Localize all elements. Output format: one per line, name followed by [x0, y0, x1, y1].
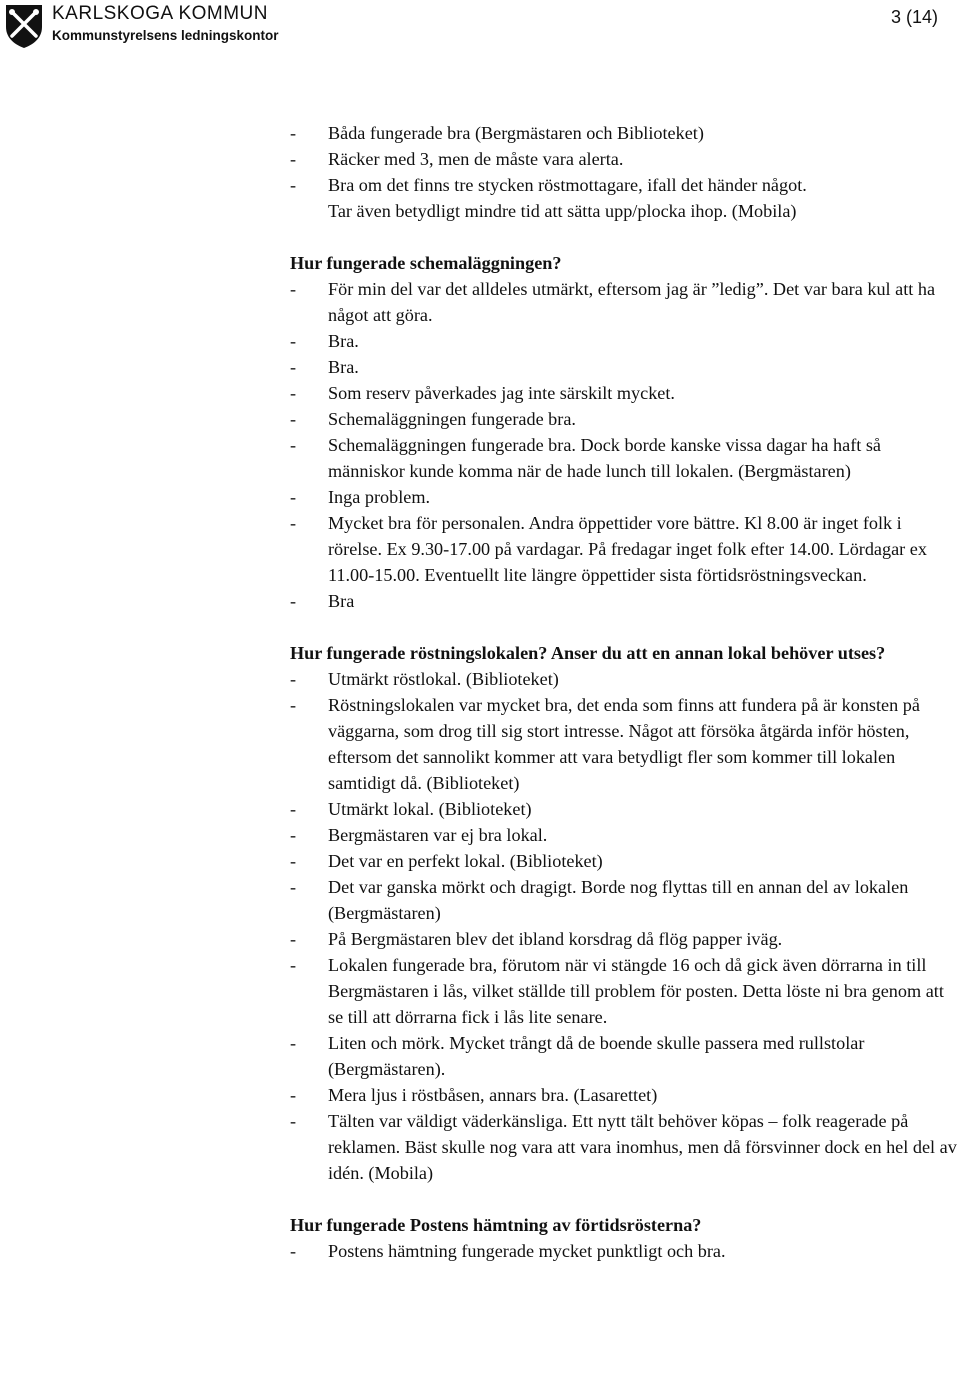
page-number: 3 (14) — [890, 7, 938, 27]
list-item-text: Som reserv påverkades jag inte särskilt mycket. — [328, 383, 675, 403]
list-item-text: Mycket bra för personalen. Andra öppettider vore bättre. Kl 8.00 är inget folk i rörelse. Ex 9.30-17.00 på vardagar. På fredagar inget folk efter 14.00. Lördagar ex 11.00-15.00. Eventuellt lite längre öppettider sista förtidsröstningsveckan. — [328, 513, 927, 585]
list-item — [290, 952, 960, 1030]
bullet-dash: - — [290, 877, 297, 897]
list-item — [290, 276, 960, 328]
section-heading: Hur fungerade Postens hämtning av förtidsrösterna? — [290, 1215, 702, 1235]
list-item — [290, 926, 960, 952]
list-item-text: Bergmästaren var ej bra lokal. — [328, 825, 548, 845]
list-item-text: Utmärkt lokal. (Biblioteket) — [328, 799, 532, 819]
list-item-text: Liten och mörk. Mycket trångt då de boende skulle passera med rullstolar (Bergmästaren). — [328, 1033, 865, 1079]
list-item — [290, 484, 960, 510]
list-item — [290, 874, 960, 926]
list-item — [290, 120, 960, 146]
bullet-dash: - — [290, 955, 297, 975]
bullet-dash: - — [290, 487, 297, 507]
bullet-dash: - — [290, 435, 297, 455]
list-item — [290, 328, 960, 354]
section — [290, 250, 960, 614]
list-item-text: Bra — [328, 591, 355, 611]
section-heading: Hur fungerade schemaläggningen? — [290, 253, 562, 273]
bullet-dash: - — [290, 669, 297, 689]
document-body — [290, 120, 960, 1264]
list-item — [290, 172, 960, 198]
bullet-dash: - — [290, 331, 297, 351]
list-item — [290, 146, 960, 172]
section-heading: Hur fungerade röstningslokalen? Anser du att en annan lokal behöver utses? — [290, 643, 886, 663]
list-item — [290, 1238, 960, 1264]
list-item-text: Tälten var väldigt väderkänsliga. Ett nytt tält behöver köpas – folk reagerade på reklamen. Bäst skulle nog vara att vara inomhus, men då försvinner dock en hel del av idén. (Mobila) — [328, 1111, 957, 1183]
bullet-dash: - — [290, 409, 297, 429]
coat-of-arms-logo — [4, 3, 44, 49]
list-item-text: Utmärkt röstlokal. (Biblioteket) — [328, 669, 559, 689]
bullet-dash: - — [290, 591, 297, 611]
list-item — [290, 432, 960, 484]
bullet-dash: - — [290, 357, 297, 377]
list-item-text: Inga problem. — [328, 487, 431, 507]
section — [290, 120, 960, 224]
list-item — [290, 1030, 960, 1082]
section — [290, 640, 960, 1186]
list-item-text: Röstningslokalen var mycket bra, det enda som finns att fundera på är konsten på väggarna, som drog till sig stort intresse. Något att försöka åtgärda inför hösten, eftersom det sannolikt kommer att vara betydligt fler som kommer till lokalen samtidigt då. (Biblioteket) — [328, 695, 920, 793]
list-item — [290, 666, 960, 692]
list-item — [290, 588, 960, 614]
list-item — [290, 380, 960, 406]
list-item-text: Det var en perfekt lokal. (Biblioteket) — [328, 851, 603, 871]
bullet-dash: - — [290, 279, 297, 299]
bullet-dash: - — [290, 513, 297, 533]
list-item-text: Båda fungerade bra (Bergmästaren och Biblioteket) — [328, 123, 704, 143]
list-item-text: Lokalen fungerade bra, förutom när vi stängde 16 och då gick även dörrarna in till Bergmästaren i lås, vilket ställde till problem för posten. Detta löste ni bra genom att se till att dörrarna fick i lås lite senare. — [328, 955, 944, 1027]
list-item-text: På Bergmästaren blev det ibland korsdrag då flög papper iväg. — [328, 929, 783, 949]
list-item-text: Mera ljus i röstbåsen, annars bra. (Lasarettet) — [328, 1085, 658, 1105]
list-item — [290, 692, 960, 796]
list-item-text: Schemaläggningen fungerade bra. Dock borde kanske vissa dagar ha haft så människor kunde komma när de hade lunch till lokalen. (Bergmästaren) — [328, 435, 881, 481]
bullet-dash: - — [290, 1033, 297, 1053]
bullet-dash: - — [290, 825, 297, 845]
list-item-continuation: Tar även betydligt mindre tid att sätta upp/plocka ihop. (Mobila) — [328, 201, 797, 221]
list-item — [290, 1082, 960, 1108]
bullet-dash: - — [290, 1085, 297, 1105]
bullet-dash: - — [290, 929, 297, 949]
list-item — [290, 796, 960, 822]
bullet-dash: - — [290, 123, 297, 143]
bullet-dash: - — [290, 175, 297, 195]
bullet-dash: - — [290, 383, 297, 403]
list-item — [290, 848, 960, 874]
list-item-text: För min del var det alldeles utmärkt, eftersom jag är ”ledig”. Det var bara kul att ha något att göra. — [328, 279, 936, 325]
bullet-dash: - — [290, 149, 297, 169]
list-item-text: Bra. — [328, 331, 359, 351]
list-item — [290, 406, 960, 432]
bullet-dash: - — [290, 851, 297, 871]
bullet-dash: - — [290, 1241, 297, 1261]
list-item-text: Schemaläggningen fungerade bra. — [328, 409, 576, 429]
list-item — [290, 1108, 960, 1186]
list-item-text: Bra om det finns tre stycken röstmottagare, ifall det händer något. — [328, 175, 807, 195]
list-item — [290, 354, 960, 380]
page-header — [0, 0, 960, 60]
bullet-dash: - — [290, 1111, 297, 1131]
bullet-dash: - — [290, 695, 297, 715]
org-department: Kommunstyrelsens ledningskontor — [52, 28, 279, 43]
list-item-text: Det var ganska mörkt och dragigt. Borde nog flyttas till en annan del av lokalen (Bergmästaren) — [328, 877, 909, 923]
section — [290, 1212, 960, 1264]
list-item-text: Räcker med 3, men de måste vara alerta. — [328, 149, 624, 169]
org-name: KARLSKOGA KOMMUN — [52, 3, 268, 24]
list-item — [290, 510, 960, 588]
list-item — [290, 822, 960, 848]
list-item-text: Bra. — [328, 357, 359, 377]
bullet-dash: - — [290, 799, 297, 819]
list-item-text: Postens hämtning fungerade mycket punktligt och bra. — [328, 1241, 726, 1261]
